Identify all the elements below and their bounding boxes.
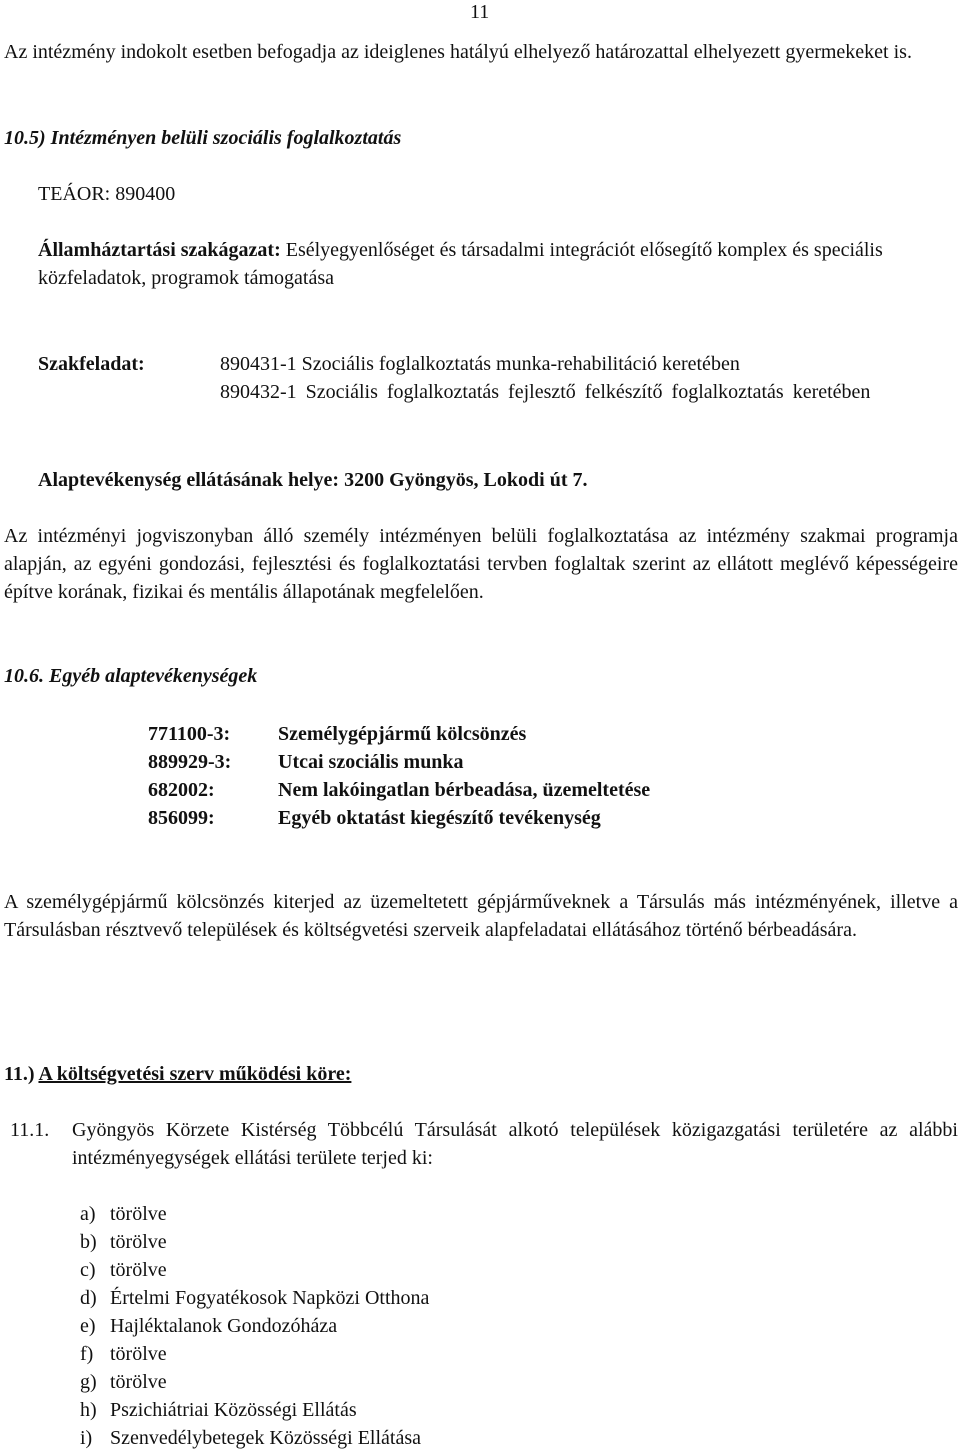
list-text: törölve: [110, 1203, 167, 1225]
code-number: 682002:: [148, 779, 215, 801]
list-item: [80, 1340, 429, 1368]
list-text: törölve: [110, 1343, 167, 1365]
list-item: [80, 1312, 429, 1340]
code-number: 889929-3:: [148, 751, 232, 773]
list-text: Pszichiátriai Közösségi Ellátás: [110, 1399, 357, 1421]
szakfeladat-item: 890432-1 Szociális foglalkoztatás fejlesztő felkészítő foglalkoztatás keretében: [220, 381, 871, 403]
allamhaztartasi-label: Államháztartási szakágazat:: [38, 239, 281, 261]
allamhaztartasi-block: [38, 236, 958, 292]
list-item: [80, 1256, 429, 1284]
code-number: 771100-3:: [148, 723, 231, 745]
section-10-5-paragraph: Az intézményi jogviszonyban álló személy intézményen belüli foglalkoztatása az intézmény szakmai programja alapján, az egyéni gondozási, fejlesztési és foglalkoztatási tervben foglaltak szerint az ellátott meglévő képességeire építve korának, fizikai és mentális állapotának megfelelően.: [4, 525, 958, 603]
list-item: [80, 1424, 429, 1452]
szakfeladat-list: [220, 350, 958, 406]
code-description: Egyéb oktatást kiegészítő tevékenység: [278, 807, 601, 829]
list-item: [80, 1396, 429, 1424]
list-marker: c): [80, 1259, 96, 1281]
list-marker: e): [80, 1315, 96, 1337]
szakfeladat-item: 890431-1 Szociális foglalkoztatás munka-rehabilitáció keretében: [220, 353, 740, 375]
section-11-title: A költségvetési szerv működési köre:: [38, 1063, 352, 1085]
code-row: [148, 748, 464, 776]
list-item: [80, 1368, 429, 1396]
list-text: Hajléktalanok Gondozóháza: [110, 1315, 338, 1337]
section-10-6-heading: 10.6. Egyéb alaptevékenységek: [4, 665, 258, 687]
list-text: törölve: [110, 1371, 167, 1393]
list-item: [80, 1228, 429, 1256]
code-description: Személygépjármű kölcsönzés: [278, 723, 527, 745]
list-item: [80, 1284, 429, 1312]
list-marker: i): [80, 1427, 93, 1449]
section-11-number: 11.): [4, 1063, 35, 1085]
list-text: Szenvedélybetegek Közösségi Ellátása: [110, 1427, 421, 1449]
section-10-6-paragraph: A személygépjármű kölcsönzés kiterjed az üzemeltetett gépjárműveknek a Társulás más intézményének, illetve a Társulásban résztvevő települések és költségvetési szerveik alapfeladatai ellátásához történő bérbeadására.: [4, 891, 958, 941]
list-marker: a): [80, 1203, 96, 1225]
code-description: Utcai szociális munka: [278, 751, 464, 773]
section-11-heading: [4, 1060, 351, 1088]
szakfeladat-label: Szakfeladat:: [38, 353, 145, 375]
list-text: Értelmi Fogyatékosok Napközi Otthona: [110, 1287, 430, 1309]
list-marker: b): [80, 1231, 97, 1253]
code-row: [148, 804, 601, 832]
list-item: [80, 1200, 429, 1228]
section-11-1-text: Gyöngyös Körzete Kistérség Többcélú Társulását alkotó települések közigazgatási területére az alábbi intézményegységek ellátási területe terjed ki:: [72, 1119, 958, 1169]
intro-paragraph: Az intézmény indokolt esetben befogadja az ideiglenes hatályú elhelyező határozattal elhelyezett gyermekeket is.: [4, 41, 912, 63]
list-marker: h): [80, 1399, 97, 1421]
list-text: törölve: [110, 1259, 167, 1281]
page-number: 11: [470, 1, 490, 23]
unit-list: [80, 1200, 429, 1452]
list-marker: g): [80, 1371, 97, 1393]
list-text: törölve: [110, 1231, 167, 1253]
allamhaztartasi-text: Esélyegyenlőséget és társadalmi integrációt elősegítő komplex és speciális közfeladatok, programok támogatása: [38, 239, 883, 289]
code-row: [148, 776, 650, 804]
code-row: [148, 720, 526, 748]
section-11-1-number: 11.1.: [10, 1119, 50, 1141]
list-marker: d): [80, 1287, 97, 1309]
teaor-line: TEÁOR: 890400: [38, 183, 176, 205]
code-description: Nem lakóingatlan bérbeadása, üzemeltetése: [278, 779, 651, 801]
list-marker: f): [80, 1343, 94, 1365]
code-number: 856099:: [148, 807, 215, 829]
alaptevekenyseg-helye: Alaptevékenység ellátásának helye: 3200 Gyöngyös, Lokodi út 7.: [38, 469, 588, 491]
section-10-5-heading: 10.5) Intézményen belüli szociális foglalkoztatás: [4, 127, 402, 149]
